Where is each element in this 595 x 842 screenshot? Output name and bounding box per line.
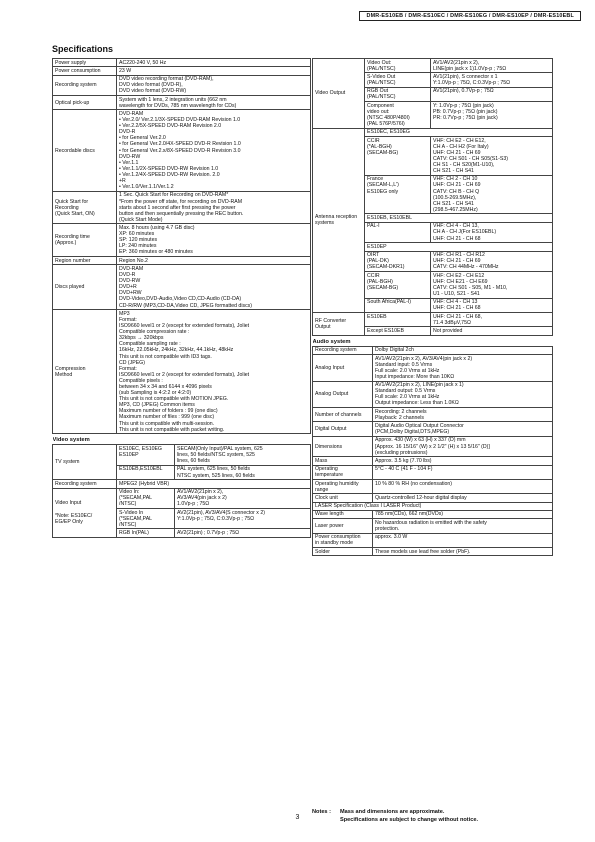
right-spec-column <box>312 58 552 556</box>
spec-sublabel: France (SECAM-L,L') ES10EG only <box>365 175 431 214</box>
notes-label: Notes : <box>312 809 331 815</box>
spec-sublabel: S-Video Out (PAL/NTSC) <box>365 73 431 87</box>
spec-table <box>52 58 311 538</box>
spec-row <box>53 265 311 310</box>
spec-sublabel: CCIR (PAL-BGH) (SECAM-BG) <box>365 271 431 298</box>
spec-row <box>53 67 311 75</box>
antenna-group-title: ES10EC, ES10EG <box>365 128 553 136</box>
spec-value: Y: 1.0Vp-p ; 75Ω (pin jack) PB: 0.7Vp-p ; 75Ω (pin jack) PR: 0.7Vp-p ; 75Ω (pin jack) <box>431 102 553 129</box>
spec-value: AV2(21pin), AV3/AV4(S connector x 2) Y:1.0Vp-p ; 75Ω, C:0.3Vp-p ; 75Ω <box>175 509 311 529</box>
spec-value: Quartz-controlled 12-hour digital display <box>373 494 553 502</box>
spec-row <box>53 257 311 265</box>
spec-label: Region number <box>53 257 117 265</box>
antenna-group-title: ES10EB, ES10EBL <box>365 214 553 222</box>
spec-value: VHF: CH 4 - CH 13 UHF: CH 21 - CH 68 <box>431 298 553 312</box>
spec-row <box>53 445 311 465</box>
spec-value: Region No.2 <box>117 257 311 265</box>
spec-value: PAL system, 625 lines, 50 fields NTSC system, 525 lines, 60 fields <box>175 465 311 479</box>
spec-value: VHF: CH 4 - CH 13, CH A - CH J(For ES10EBL) UHF: CH 21 - CH 68 <box>431 222 553 242</box>
spec-label: Recording system <box>313 346 373 354</box>
spec-sublabel: OIRT (PAL-DK) (SECAM-DKR1) <box>365 251 431 271</box>
spec-label: Laser power <box>313 519 373 533</box>
spec-table <box>312 58 553 336</box>
spec-value: AV1/AV2(21pin x 2), LINE(pin jack x 1)1.0Vp-p ; 75Ω <box>431 59 553 73</box>
spec-label: Video Input *Note: ES10EC/ EG/EP Only <box>53 488 117 537</box>
spec-sublabel: PAL-I <box>365 222 431 242</box>
spec-value: VHF: CH E2 - CH E12, CH A - CH H2 (For Italy) UHF: CH 21 - CH 69 CATV: CH S01 - CH S05(S1-S3) CH S1 - CH S20(M1-U10), CH S21 - CH S41 <box>431 136 553 175</box>
spec-sublabel: ES10EC, ES10EG ES10EP <box>117 445 175 465</box>
spec-row <box>313 479 553 493</box>
spec-value: Max. 8 hours (using 4.7 GB disc) XP: 60 minutes SP: 120 minutes LP: 240 minutes EP: 360 minutes or 480 minutes <box>117 224 311 257</box>
spec-row <box>313 519 553 533</box>
spec-row <box>313 533 553 547</box>
spec-value: System with 1 lens, 2 integration units (662 nm wavelength for DVDs, 785 nm wavelength for CDs) <box>117 96 311 110</box>
spec-row <box>313 312 553 326</box>
section-title-video: Video system <box>53 434 311 445</box>
spec-value: 10 % 80 % RH (no condensation) <box>373 479 553 493</box>
spec-row <box>53 488 311 508</box>
spec-row <box>313 422 553 436</box>
spec-label: Mass <box>313 457 373 465</box>
spec-row <box>313 336 553 347</box>
spec-label: Dimensions <box>313 436 373 456</box>
spec-value: MPEG2 (Hybrid VBR) <box>117 480 311 488</box>
spec-sublabel: Component video out: (NTSC 480P/480I) (PAL 576P/576I) <box>365 102 431 129</box>
note-line: Mass and dimensions are approximate. <box>340 809 445 815</box>
spec-value: Digital Audio Optical Output Connector (PCM,Dolby Digital,DTS,MPEG) <box>373 422 553 436</box>
spec-sublabel: ES10EB,ES10EBL <box>117 465 175 479</box>
spec-value: approx. 3.0 W <box>373 533 553 547</box>
spec-label: Quick Start for Recording (Quick Start, ON) <box>53 191 117 224</box>
spec-label: Wave length <box>313 510 373 518</box>
spec-value: AV1/AV2(21pin x 2), AV3/AV4(pin jack x 2) Standard input: 0.5 Vrms Full scale: 2.0 Vrms at 1kHz Input impedance: More than 10KΩ <box>373 354 553 381</box>
spec-row <box>313 436 553 456</box>
spec-sublabel: ES10EB <box>365 312 431 326</box>
spec-row <box>53 191 311 224</box>
spec-row <box>53 75 311 95</box>
spec-row <box>313 494 553 502</box>
spec-value: AV1/AV2(21pin x 2), LINE(pin jack x 1) Standard output: 0.5 Vrms Full scale: 2.0 Vrms at 1kHz Output impedance: Less than 1.0KΩ <box>373 381 553 408</box>
spec-label: Analog Input <box>313 354 373 381</box>
spec-value: These models use lead free solder (PbF). <box>373 547 553 555</box>
page-number: 3 <box>295 814 300 821</box>
spec-row <box>313 502 553 510</box>
spec-sublabel: Except ES10EB <box>365 327 431 335</box>
spec-label: Clock unit <box>313 494 373 502</box>
note-line: Specifications are subject to change without notice. <box>340 817 479 823</box>
spec-label: Compression Method <box>53 310 117 434</box>
spec-label: RF Converter Output <box>313 312 365 335</box>
section-title-audio: Audio system <box>313 336 553 347</box>
spec-label: Recording system <box>53 480 117 488</box>
spec-value: No hazardous radiation is emitted with the safety protection. <box>373 519 553 533</box>
spec-value: AV1/AV2(21pin x 2), AV3/AV4(pin jack x 2) 1.0Vp-p ; 75Ω <box>175 488 311 508</box>
spec-value: 1 Sec. Quick Start for Recording on DVD-RAM* *From the power off state, for recording on DVD-RAM starts about 1 second after first pressing the power button and then sequentially pressing the REC button. (Quick Start Mode) <box>117 191 311 224</box>
spec-row <box>53 110 311 191</box>
spec-row <box>53 310 311 434</box>
spec-value: MP3 Format: ISO9660 level1 or 2 (except for extended formats), Joliet Compatible compression rate : 32kbps → 320kbps Compatible sampling rate : 16kHz, 22.05kHz, 24kHz, 32kHz, 44.1kHz, 48kHz This unit is not compatible with ID3 tags. CD (JPEG) Format: ISO9660 level1 or 2 (except for extended formats), Joliet Compatible pixels : between 34 x 34 and 6144 x 4096 pixels (sub Sampling is 4:2:2 or 4:2:0) This unit is not compatible with MOTION JPEG. MP3, CD (JPEG) Common items Maximum number of folders : 99 (one disc) Maximum number of files : 999 (one disc) This unit is compatible with multi-session. This unit is not compatible with packet writing. <box>117 310 311 434</box>
spec-label: Recording system <box>53 75 117 95</box>
spec-label: TV system <box>53 445 117 480</box>
spec-sublabel: South Africa(PAL-I) <box>365 298 431 312</box>
spec-label: Digital Output <box>313 422 373 436</box>
spec-label: Recordable discs <box>53 110 117 191</box>
spec-value: Approx. 3.5 kg (7.70 lbs) <box>373 457 553 465</box>
spec-table <box>312 336 553 557</box>
model-header: DMR-ES10EB / DMR-ES10EC / DMR-ES10EG / DMR-ES10EP / DMR-ES10EBL <box>359 11 581 21</box>
spec-row <box>53 480 311 488</box>
spec-label: Power supply <box>53 59 117 67</box>
spec-sublabel: S-Video In (*SECAM,PAL /NTSC) <box>117 509 175 529</box>
spec-value: DVD-RAM DVD-R DVD-RW DVD+R DVD+RW DVD-Video,DVD-Audio,Video CD,CD-Audio (CD-DA) CD-R/RW (MP3,CD-DA,Video CD, JPEG formatted discs) <box>117 265 311 310</box>
spec-sublabel: Video Out: (PAL/NTSC) <box>365 59 431 73</box>
spec-row <box>313 346 553 354</box>
spec-value: VHF: CH E2 - CH E12 UHF: CH E21 - CH E69 CATV: CH S01 - S05, M1 - M10, U1 - U10, S21 - S41 <box>431 271 553 298</box>
spec-label: Number of channels <box>313 408 373 422</box>
spec-value: 5°C - 40 C (41 F - 104 F) <box>373 465 553 479</box>
spec-label: Operating temperature <box>313 465 373 479</box>
spec-value: UHF: CH 21 - CH 68, 71.4 3dBμV,75Ω <box>431 312 553 326</box>
spec-sublabel: RGB In(PAL) <box>117 529 175 537</box>
spec-row <box>313 465 553 479</box>
spec-row <box>53 434 311 445</box>
spec-row <box>313 381 553 408</box>
spec-label: Video Output <box>313 59 365 129</box>
page-title: Specifications <box>52 44 114 54</box>
spec-value: Dolby Digital 2ch <box>373 346 553 354</box>
spec-label: Recording time (Approx.) <box>53 224 117 257</box>
spec-row <box>313 354 553 381</box>
spec-value: 23 W <box>117 67 311 75</box>
antenna-group-title: ES10EP <box>365 243 553 251</box>
spec-label: Optical pick-up <box>53 96 117 110</box>
spec-sublabel: RGB Out (PAL/NTSC) <box>365 87 431 101</box>
spec-label: Analog Output <box>313 381 373 408</box>
spec-row <box>313 59 553 73</box>
spec-sublabel: Video In: (*SECAM,PAL /NTSC) <box>117 488 175 508</box>
spec-value: VHF: CH R1 - CH R12 UHF: CH 21 - CH 69 CATV: CH 44MHz - 470MHz <box>431 251 553 271</box>
spec-value: SECAM(Only Input)/PAL system, 625 lines, 50 fields/NTSC system, 525 lines, 60 fields <box>175 445 311 465</box>
spec-row <box>53 224 311 257</box>
spec-value: Approx. 430 (W) x 63 (H) x 337 (D) mm [Approx. 16 15/16" (W) x 2 1/2" (H) x 13 5/16" (D)] (excluding protrusions) <box>373 436 553 456</box>
spec-row <box>313 510 553 518</box>
spec-row <box>313 408 553 422</box>
spec-label: Antenna reception systems <box>313 128 365 312</box>
spec-label: Operating humidity range <box>313 479 373 493</box>
spec-sublabel: CCIR (*AL-BGH) (SECAM-BG) <box>365 136 431 175</box>
spec-value: Not provided <box>431 327 553 335</box>
spec-value: AV1(21pin), 0.7Vp-p ; 75Ω <box>431 87 553 101</box>
spec-row <box>53 59 311 67</box>
left-spec-column <box>52 58 310 538</box>
spec-value: 785 nm(CDs), 662 nm(DVDs) <box>373 510 553 518</box>
spec-value: AC220-240 V, 50 Hz <box>117 59 311 67</box>
spec-value: DVD-RAM • Ver.2.0/ Ver.2.1/3X-SPEED DVD-RAM Revision 1.0 • Ver.2.2/5X-SPEED DVD-RAM Revision 2.0 DVD-R • for General Ver.2.0 • for General Ver.2.0/4X-SPEED DVD-R Revision 1.0 • for General Ver.2.x/8X-SPEED DVD-R Revision 3.0 DVD-RW • Ver.1.1 • Ver.1.1/2X-SPEED DVD-RW Revision 1.0 • Ver.1.2/4X-SPEED DVD-RW Revision. 2.0 +R • Ver.1.0/Ver.1.1/Ver.1.2 <box>117 110 311 191</box>
spec-label: Power consumption in standby mode <box>313 533 373 547</box>
spec-value: VHF: CH 2 - CH 10 UHF: CH 21 - CH 69 CATV: CH B - CH Q (100.5-269.5MHz), CH S21 - CH S41 (298.5-467.25MHz) <box>431 175 553 214</box>
spec-value: Recording: 2 channels Playback: 2 channels <box>373 408 553 422</box>
spec-label: Solder <box>313 547 373 555</box>
spec-label: LASER Specification (Class I LASER Product) <box>313 502 553 510</box>
spec-label: Discs played <box>53 265 117 310</box>
spec-value: DVD video recording format (DVD-RAM), DVD video format (DVD-R), DVD video format (DVD-RW) <box>117 75 311 95</box>
spec-row <box>313 128 553 136</box>
spec-label: Power consumption <box>53 67 117 75</box>
spec-row <box>313 547 553 555</box>
spec-row <box>313 457 553 465</box>
spec-row <box>53 96 311 110</box>
spec-value: AV1(21pin), S connector x 1 Y:1.0Vp-p ; 75Ω, C:0.3Vp-p ; 75Ω <box>431 73 553 87</box>
spec-value: AV2(21pin) ; 0.7Vp-p ; 75Ω <box>175 529 311 537</box>
